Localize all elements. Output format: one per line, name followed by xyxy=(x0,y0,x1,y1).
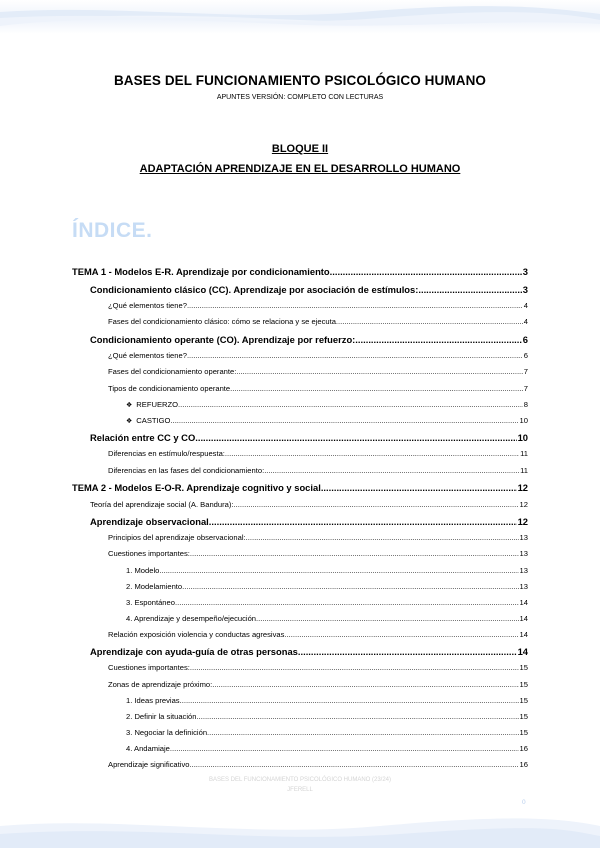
toc-entry[interactable]: Cuestiones importantes: ..... 15 xyxy=(72,660,528,676)
document-title: BASES DEL FUNCIONAMIENTO PSICOLÓGICO HUMANO xyxy=(113,73,487,88)
toc-entry-aprendizaje-con-ayuda[interactable]: Aprendizaje con ayuda-guía de otras personas ..... 14 xyxy=(72,643,528,661)
toc-entry[interactable]: 2. Modelamiento ..... 13 xyxy=(72,579,528,595)
footer-author: JFERELL xyxy=(287,787,313,793)
wave-decoration-icon xyxy=(0,808,600,848)
toc-entry-condicionamiento-operante[interactable]: Condicionamiento operante (CO). Aprendizaje por refuerzo: ..... 6 xyxy=(72,331,528,349)
toc-entry[interactable]: 3. Espontáneo ..... 14 xyxy=(72,595,528,611)
header-decoration xyxy=(0,0,600,34)
table-of-contents xyxy=(72,263,528,773)
wave-decoration-icon xyxy=(0,0,600,34)
page-number: 0 xyxy=(522,799,526,806)
block-title: BLOQUE II xyxy=(271,143,329,155)
toc-entry[interactable]: 3. Negociar la definición. ..... 15 xyxy=(72,725,528,741)
toc-entry[interactable]: Diferencias en las fases del condicionamiento: ..... 11 xyxy=(72,463,528,479)
diamond-bullet-icon: ❖ xyxy=(126,401,133,409)
index-heading: ÍNDICE. xyxy=(72,219,153,242)
toc-entry-condicionamiento-clasico[interactable]: Condicionamiento clásico (CC). Aprendizaje por asociación de estímulos: ..... 3 xyxy=(72,281,528,299)
toc-entry-teoria-aprendizaje-social[interactable]: Teoría del aprendizaje social (A. Bandura): ..... 12 xyxy=(72,497,528,513)
toc-entry[interactable]: 1. Ideas previas ..... 15 xyxy=(72,693,528,709)
toc-entry[interactable]: Principios del aprendizaje observacional: ..... 13 xyxy=(72,530,528,546)
toc-entry[interactable]: Cuestiones importantes: ..... 13 xyxy=(72,546,528,562)
toc-entry[interactable]: 4. Aprendizaje y desempeño/ejecución. ..... 14 xyxy=(72,611,528,627)
toc-entry-refuerzo[interactable]: ❖ REFUERZO ..... 8 xyxy=(72,397,528,413)
toc-entry[interactable]: Zonas de aprendizaje próximo: ..... 15 xyxy=(72,677,528,693)
toc-entry[interactable]: ¿Qué elementos tiene? ..... 4 xyxy=(72,298,528,314)
toc-entry[interactable]: Tipos de condicionamiento operante. ..... 7 xyxy=(72,381,528,397)
toc-entry-aprendizaje-observacional[interactable]: Aprendizaje observacional ..... 12 xyxy=(72,513,528,531)
toc-entry-castigo[interactable]: ❖ CASTIGO ..... 10 xyxy=(72,413,528,429)
toc-entry[interactable]: Aprendizaje significativo. ..... 16 xyxy=(72,757,528,773)
toc-entry[interactable]: Fases del condicionamiento operante: ..... 7 xyxy=(72,364,528,380)
block-subtitle: ADAPTACIÓN APRENDIZAJE EN EL DESARROLLO HUMANO xyxy=(139,163,461,175)
toc-entry-tema-1[interactable]: TEMA 1 - Modelos E-R. Aprendizaje por condicionamiento ..... 3 xyxy=(72,263,528,281)
toc-entry-tema-2[interactable]: TEMA 2 - Modelos E-O-R. Aprendizaje cognitivo y social ..... 12 xyxy=(72,479,528,497)
toc-entry[interactable]: ¿Qué elementos tiene? ..... 6 xyxy=(72,348,528,364)
diamond-bullet-icon: ❖ xyxy=(126,417,133,425)
footer-decoration xyxy=(0,808,600,848)
toc-entry[interactable]: Relación exposición violencia y conductas agresivas. ..... 14 xyxy=(72,627,528,643)
toc-entry-relacion-cc-co[interactable]: Relación entre CC y CO. ..... 10 xyxy=(72,429,528,447)
toc-entry[interactable]: 2. Definir la situación. ..... 15 xyxy=(72,709,528,725)
toc-entry[interactable]: Diferencias en estímulo/respuesta: ..... 11 xyxy=(72,446,528,462)
footer-course-name: BASES DEL FUNCIONAMIENTO PSICOLÓGICO HUMANO (23/24) xyxy=(208,777,392,783)
toc-entry[interactable]: 1. Modelo ..... 13 xyxy=(72,563,528,579)
toc-entry[interactable]: 4. Andamiaje. ..... 16 xyxy=(72,741,528,757)
toc-entry[interactable]: Fases del condicionamiento clásico: cómo se relaciona y se ejecuta. ..... 4 xyxy=(72,314,528,330)
document-subtitle: APUNTES VERSIÓN: COMPLETO CON LECTURAS xyxy=(216,94,384,101)
